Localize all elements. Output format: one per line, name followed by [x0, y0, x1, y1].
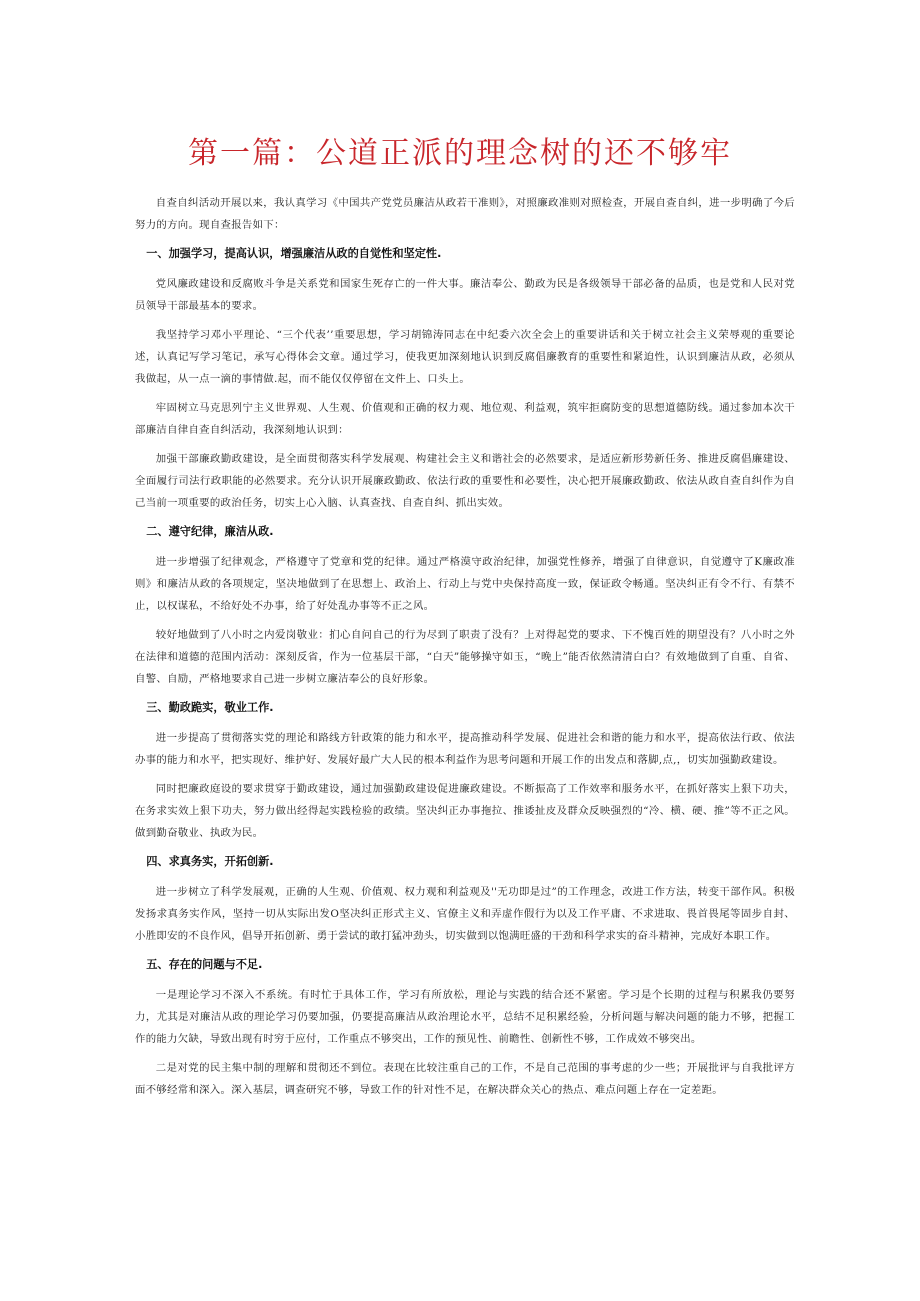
paragraph: 牢固树立马克思列宁主义世界观、人生观、价值观和正确的权力观、地位观、利益观，筑牢拒腐防变的思想道德防线。通过参加本次干部廉洁自律自查自纠活动，我深刻地认识到： [135, 402, 795, 436]
paragraph: 党风廉政建设和反腐败斗争是关系党和国家生死存亡的一件大事。廉洁奉公、勤政为民是各级领导干部必备的品质，也是党和人民对党员领导干部最基本的要求。 [135, 278, 795, 312]
document-body [135, 192, 795, 1108]
section-heading-1: 一、加强学习，提高认识，增强廉洁从政的自觉性和坚定性. [146, 247, 442, 260]
paragraph: 进一步提高了贯彻落实党的理论和路线方针政策的能力和水平，提高推动科学发展、促进社会和谐的能力和水平，提高依法行政、依法办事的能力和水平，把实现好、维护好、发展好最广大人民的根本利益作为思考问题和开展工作的出发点和落脚,点,，切实加强勤政建设。 [135, 732, 795, 766]
section-heading-2: 二、遵守纪律，廉洁从政. [146, 525, 274, 538]
paragraph: 较好地做到了八小时之内爱岗敬业：扪心自问自己的行为尽到了职责了没有？上对得起党的要求、下不愧百姓的期望没有？八小时之外在法律和道德的范围内活动：深刻反省，作为一位基层干部，“白天”能够操守如玉，“晚上”能否依然清清白白？有效地做到了自重、自省、自警、自励，严格地要求自己进一步树立廉洁奉公的良好形象。 [135, 629, 795, 685]
section-heading-3: 三、勤政跪实，敬业工作. [146, 701, 274, 714]
section-heading-4: 四、求真务实，开拓创新. [146, 855, 274, 868]
intro-paragraph: 自查自纠活动开展以来，我认真学习《中国共产党党员廉洁从政若干准则》，对照廉政准则对照检查，开展自查自纠，进一步明确了今后努力的方向。现自查报告如下： [135, 197, 795, 231]
paragraph: 二是对党的民主集中制的理解和贯彻还不到位。表现在比较注重自己的工作，不是自己范围的事考虑的少一些；开展批评与自我批评方面不够经常和深入。深入基层，调查研究不够，导致工作的针对性不足，在解决群众关心的热点、难点问题上存在一定差距。 [135, 1062, 795, 1096]
paragraph: 进一步增强了纪律观念，严格遵守了党章和党的纪律。通过严格漠守政治纪律，加强党性修养，增强了自律意识，自觉遵守了K廉政准则》和廉洁从政的各项规定，坚决地做到了在思想上、政治上、行动上与党中央保持高度一致，保证政令畅通。坚决纠正有令不行、有禁不止，以权谋私，不给好处不办事，给了好处乱办事等不正之风。 [135, 556, 795, 612]
paragraph: 我坚持学习邓小平理论、“三个代表’’重要思想，学习胡锦涛同志在中纪委六次全会上的重要讲话和关于树立社会主义荣辱观的重要论述，认真记写学习笔记，承写心得体会文章。通过学习，使我更加深刻地认识到反腐倡廉教育的重要性和紧迫性，认识到廉洁从政，必须从我做起，从一点一滴的事情做.起，而不能仅仅停留在文件上、口头上。 [135, 329, 795, 385]
page-title: 第一篇：公道正派的理念树的还不够牢 [188, 136, 732, 171]
section-heading-5: 五、存在的问题与不足. [146, 958, 263, 971]
paragraph: 一是理论学习不深入不系统。有时忙于具体工作，学习有所放松，理论与实践的结合还不紧密。学习是个长期的过程与积累我仍要努力，尤其是对廉洁从政的理论学习仍要加强，仍要提高廉洁从政治理论水平，总结不足积累经验，分析问题与解决问题的能力不够，把握工作的能力欠缺，导致出现有时穷于应付，工作重点不够突出，工作的预见性、前瞻性、创新性不够，工作成效不够突出。 [135, 989, 795, 1045]
paragraph: 进一步树立了科学发展观，正确的人生观、价值观、权力观和利益观及''无功即是过”的工作理念，改进工作方法，转变干部作风。积极发扬求真务实作风，坚持一切从实际出发O坚决纠正形式主义、官僚主义和弄虚作假行为以及工作平庸、不求进取、畏首畏尾等固步自封、小胜即安的不良作风，倡导开拓创新、勇于尝试的敢打猛冲劲头，切实做到以饱满旺盛的干劲和科学求实的奋斗精神，完成好本职工作。 [135, 886, 795, 942]
paragraph: 同时把廉政庭设的要求贯穿于勤政建设，通过加强勤政建设促进廉政建设。不断振高了工作效率和服务水平，在抓好落实上狠下功夫，在务求实效上狠下功夫，努力做出经得起实践检验的政绩。坚决纠正办事拖拉、推诿扯皮及群众反映强烈的“冷、横、硬、推”等不正之风。做到勤奋敬业、执政为民。 [135, 783, 795, 839]
paragraph: 加强干部廉政勤政建设，是全面贯彻落实科学发展观、构建社会主义和谐社会的必然要求，是适应新形势新任务、推进反腐倡廉建设、全面履行司法行政职能的必然要求。充分认识开展廉政勤政、依法行政的重要性和必要性，决心把开展廉政勤政、依法从政自查自纠作为自己当前一项重要的政治任务，切实上心入脑、认真查找、自查自纠、抓出实效。 [135, 453, 795, 509]
